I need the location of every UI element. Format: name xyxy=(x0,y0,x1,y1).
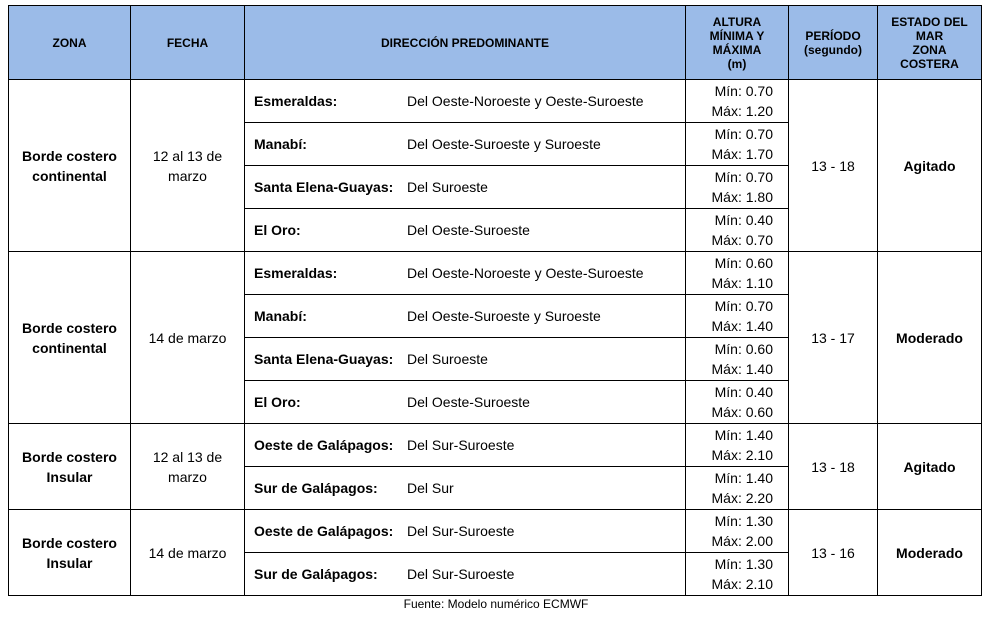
altura-min: Mín: 0.70 xyxy=(714,126,773,142)
table-body xyxy=(9,80,982,596)
direccion-cell xyxy=(245,166,686,209)
altura-cell xyxy=(686,80,789,123)
estado-cell: Agitado xyxy=(878,80,982,252)
direccion-text: Del Sur-Suroeste xyxy=(407,523,515,539)
altura-max: Máx: 1.20 xyxy=(711,103,773,119)
altura-cell xyxy=(686,123,789,166)
altura-max: Máx: 2.20 xyxy=(711,490,773,506)
periodo-cell: 13 - 18 xyxy=(789,424,878,510)
direccion-text: Del Oeste-Suroeste y Suroeste xyxy=(407,136,601,152)
altura-cell xyxy=(686,467,789,510)
fecha-cell xyxy=(131,252,245,424)
direccion-text: Del Oeste-Noroeste y Oeste-Suroeste xyxy=(407,265,644,281)
altura-cell xyxy=(686,166,789,209)
altura-min: Mín: 0.70 xyxy=(714,83,773,99)
header-row xyxy=(9,6,982,80)
direccion-cell xyxy=(245,80,686,123)
provincia-label: Santa Elena-Guayas: xyxy=(254,351,394,367)
direccion-text: Del Sur xyxy=(407,480,454,496)
header-fecha: FECHA xyxy=(131,6,245,80)
zona-line: continental xyxy=(32,167,107,184)
direccion-text: Del Sur-Suroeste xyxy=(407,566,515,582)
altura-cell xyxy=(686,252,789,295)
header-zona: ZONA xyxy=(9,6,131,80)
direccion-text: Del Oeste-Suroeste xyxy=(407,222,530,238)
direccion-text: Del Suroeste xyxy=(407,179,488,195)
fecha-line: 12 al 13 de xyxy=(152,448,223,465)
zona-line: Insular xyxy=(46,554,93,571)
altura-max: Máx: 2.10 xyxy=(711,576,773,592)
periodo-cell: 13 - 16 xyxy=(789,510,878,596)
altura-cell xyxy=(686,338,789,381)
altura-max: Máx: 1.10 xyxy=(711,275,773,291)
altura-min: Mín: 1.40 xyxy=(714,427,773,443)
direccion-text: Del Sur-Suroeste xyxy=(407,437,515,453)
zona-line: Borde costero xyxy=(22,534,117,551)
table-row xyxy=(9,80,982,123)
header-altura: ALTURA MÍNIMA Y MÁXIMA (m) xyxy=(686,6,789,80)
fecha-line: 14 de marzo xyxy=(148,544,227,561)
zona-cell xyxy=(9,510,131,596)
altura-max: Máx: 0.70 xyxy=(711,232,773,248)
altura-max: Máx: 1.80 xyxy=(711,189,773,205)
estado-cell: Agitado xyxy=(878,424,982,510)
altura-min: Mín: 1.30 xyxy=(714,556,773,572)
header-periodo: PERÍODO (segundo) xyxy=(789,6,878,80)
altura-cell xyxy=(686,209,789,252)
periodo-cell: 13 - 17 xyxy=(789,252,878,424)
provincia-label: Oeste de Galápagos: xyxy=(254,437,394,453)
direccion-cell xyxy=(245,295,686,338)
direccion-text: Del Oeste-Suroeste xyxy=(407,394,530,410)
header-direccion: DIRECCIÓN PREDOMINANTE xyxy=(245,6,686,80)
table-row xyxy=(9,252,982,295)
altura-max: Máx: 2.10 xyxy=(711,447,773,463)
altura-cell xyxy=(686,295,789,338)
direccion-cell xyxy=(245,381,686,424)
altura-cell xyxy=(686,424,789,467)
table-row xyxy=(9,510,982,553)
fecha-cell xyxy=(131,80,245,252)
provincia-label: Manabí: xyxy=(254,308,307,324)
estado-cell: Moderado xyxy=(878,510,982,596)
zona-line: continental xyxy=(32,339,107,356)
altura-max: Máx: 0.60 xyxy=(711,404,773,420)
altura-min: Mín: 0.70 xyxy=(714,169,773,185)
zona-line: Borde costero xyxy=(22,448,117,465)
altura-min: Mín: 0.40 xyxy=(714,384,773,400)
provincia-label: El Oro: xyxy=(254,222,301,238)
direccion-cell xyxy=(245,338,686,381)
periodo-cell: 13 - 18 xyxy=(789,80,878,252)
fecha-cell xyxy=(131,424,245,510)
altura-cell xyxy=(686,553,789,596)
fecha-line: 12 al 13 de xyxy=(152,147,223,164)
provincia-label: Esmeraldas: xyxy=(254,265,338,281)
direccion-cell xyxy=(245,209,686,252)
fecha-line: marzo xyxy=(168,167,207,184)
altura-cell xyxy=(686,381,789,424)
direccion-cell xyxy=(245,467,686,510)
forecast-table xyxy=(8,5,982,596)
direccion-text: Del Suroeste xyxy=(407,351,488,367)
altura-min: Mín: 0.60 xyxy=(714,341,773,357)
zona-cell xyxy=(9,80,131,252)
altura-max: Máx: 1.40 xyxy=(711,318,773,334)
provincia-label: Oeste de Galápagos: xyxy=(254,523,394,539)
zona-line: Borde costero xyxy=(22,319,117,336)
provincia-label: Esmeraldas: xyxy=(254,93,338,109)
source-caption: Fuente: Modelo numérico ECMWF xyxy=(403,597,589,611)
provincia-label: Sur de Galápagos: xyxy=(254,480,378,496)
zona-line: Borde costero xyxy=(22,147,117,164)
direccion-cell xyxy=(245,553,686,596)
direccion-cell xyxy=(245,510,686,553)
provincia-label: El Oro: xyxy=(254,394,301,410)
altura-min: Mín: 0.60 xyxy=(714,255,773,271)
header-estado: ESTADO DEL MAR ZONA COSTERA xyxy=(878,6,982,80)
zona-line: Insular xyxy=(46,468,93,485)
direccion-cell xyxy=(245,424,686,467)
direccion-cell xyxy=(245,123,686,166)
fecha-line: marzo xyxy=(168,468,207,485)
zona-cell xyxy=(9,252,131,424)
altura-min: Mín: 1.30 xyxy=(714,513,773,529)
table-row xyxy=(9,424,982,467)
altura-max: Máx: 1.70 xyxy=(711,146,773,162)
estado-cell: Moderado xyxy=(878,252,982,424)
altura-max: Máx: 1.40 xyxy=(711,361,773,377)
direccion-cell xyxy=(245,252,686,295)
provincia-label: Santa Elena-Guayas: xyxy=(254,179,394,195)
zona-cell xyxy=(9,424,131,510)
altura-cell xyxy=(686,510,789,553)
fecha-line: 14 de marzo xyxy=(148,329,227,346)
provincia-label: Sur de Galápagos: xyxy=(254,566,378,582)
direccion-text: Del Oeste-Suroeste y Suroeste xyxy=(407,308,601,324)
altura-max: Máx: 2.00 xyxy=(711,533,773,549)
altura-min: Mín: 1.40 xyxy=(714,470,773,486)
provincia-label: Manabí: xyxy=(254,136,307,152)
fecha-cell xyxy=(131,510,245,596)
direccion-text: Del Oeste-Noroeste y Oeste-Suroeste xyxy=(407,93,644,109)
altura-min: Mín: 0.70 xyxy=(714,298,773,314)
altura-min: Mín: 0.40 xyxy=(714,212,773,228)
